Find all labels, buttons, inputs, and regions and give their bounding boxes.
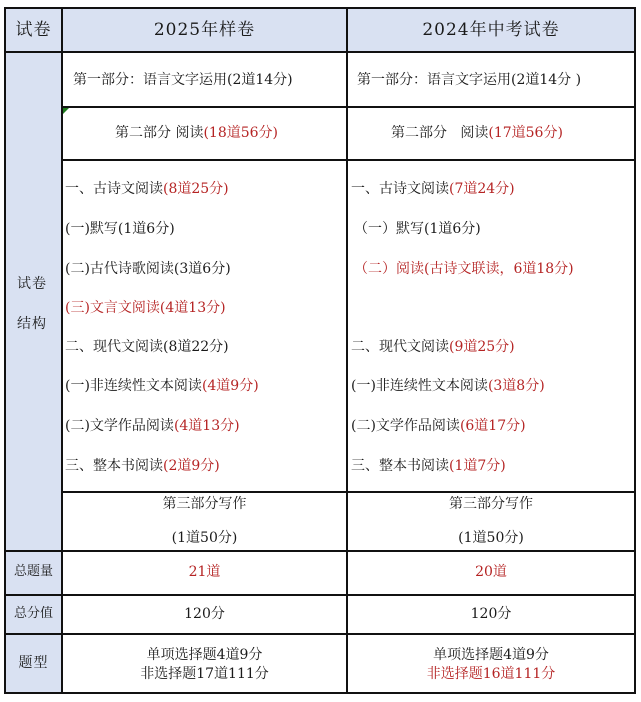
question-types-2024-line2: 非选择题16道111分 xyxy=(426,666,556,682)
reading-2025-item-5 xyxy=(65,377,259,395)
reading-2024-item-1 xyxy=(354,220,481,238)
question-types-2024-cell xyxy=(348,635,634,692)
reading-2025-item-3 xyxy=(65,299,226,317)
item-text: (一)默写(1道6分) xyxy=(65,221,175,237)
question-types-label: 题型 xyxy=(18,655,49,671)
reading-2025-item-0 xyxy=(65,180,229,198)
divider-part1 xyxy=(61,106,636,108)
item-count: (7道24分) xyxy=(449,181,515,197)
total-questions-label: 总题量 xyxy=(13,564,53,579)
item-text: 二、现代文阅读 xyxy=(351,339,449,355)
part3-2025-title: 第三部分写作 xyxy=(162,496,247,512)
cell-indicator-triangle xyxy=(63,108,69,114)
part3-2024-score: (1道50分) xyxy=(458,530,524,546)
item-count: (1道7分) xyxy=(449,458,506,474)
reading-2024-item-2 xyxy=(354,260,574,278)
item-text: (二)文学作品阅读 xyxy=(65,418,174,434)
total-score-2024-cell xyxy=(348,596,634,633)
part1-2025: 第一部分：语言文字运用(2道14分) xyxy=(73,72,293,88)
reading-2024-item-6 xyxy=(351,417,526,435)
part2-2024-title: 第二部分 阅读 xyxy=(391,125,489,141)
reading-2024-item-7 xyxy=(351,457,506,475)
divider-part2 xyxy=(61,159,636,161)
part2-2025 xyxy=(115,124,278,142)
total-score-label: 总分值 xyxy=(13,606,53,621)
item-text: (二)古代诗歌阅读(3道6分) xyxy=(65,261,231,277)
header-2024-label: 2024年中考试卷 xyxy=(422,20,560,40)
item-count: (三)文言文阅读(4道13分) xyxy=(65,300,226,316)
header-cell-exam xyxy=(6,9,61,52)
item-text: (一)非连续性文本阅读 xyxy=(65,378,202,394)
total-questions-2024: 20道 xyxy=(475,564,507,580)
part3-2024-title: 第三部分写作 xyxy=(449,496,533,512)
total-questions-2025-cell xyxy=(63,552,346,594)
part3-2024-cell xyxy=(348,493,634,550)
question-types-label-cell xyxy=(6,635,61,692)
reading-2025-item-7 xyxy=(65,457,220,475)
reading-2025-item-2 xyxy=(65,260,231,278)
header-2025-label: 2025年样卷 xyxy=(153,20,256,40)
question-types-2025-line1: 单项选择题4道9分 xyxy=(146,647,263,663)
item-text: 一、古诗文阅读 xyxy=(65,181,163,197)
item-count: (6道17分) xyxy=(459,418,526,434)
question-types-2024-line1: 单项选择题4道9分 xyxy=(433,647,549,663)
question-types-2025-line2: 非选择题17道111分 xyxy=(140,666,269,682)
reading-2025-item-6 xyxy=(65,417,240,435)
item-count: （二）阅读(古诗文联读，6道18分) xyxy=(354,261,574,277)
header-cell-2024 xyxy=(348,9,634,52)
reading-2025-item-4 xyxy=(65,338,229,356)
total-score-2025: 120分 xyxy=(184,606,225,622)
question-types-2025-cell xyxy=(63,635,346,692)
item-count: (8道25分) xyxy=(163,181,229,197)
total-questions-2025: 21道 xyxy=(188,564,221,580)
item-text: 二、现代文阅读(8道22分) xyxy=(65,339,229,355)
item-text: (一)非连续性文本阅读 xyxy=(351,378,488,394)
part1-2024: 第一部分：语言文字运用(2道14分 ) xyxy=(357,72,582,88)
reading-2024-item-4 xyxy=(351,338,515,356)
item-count: (2道9分) xyxy=(163,458,220,474)
item-count: (4道13分) xyxy=(173,418,240,434)
item-count: (9道25分) xyxy=(449,339,515,355)
total-score-2024: 120分 xyxy=(470,606,512,622)
part2-2025-title: 第二部分 阅读 xyxy=(115,125,204,141)
item-text: 三、整本书阅读 xyxy=(351,458,449,474)
header-exam-label: 试卷 xyxy=(15,20,52,40)
reading-2024-item-5 xyxy=(351,377,545,395)
part2-2024 xyxy=(391,124,563,142)
part2-2024-count: (17道56分) xyxy=(488,125,563,141)
reading-2025-item-1 xyxy=(65,220,175,238)
item-text: 三、整本书阅读 xyxy=(65,458,163,474)
row-label-structure-1: 试卷 xyxy=(17,276,47,292)
row-label-structure-2: 结构 xyxy=(17,316,47,332)
item-text: (二)文学作品阅读 xyxy=(351,418,460,434)
total-score-label-cell xyxy=(6,596,61,633)
item-text: （一）默写(1道6分) xyxy=(354,221,481,237)
item-text: 一、古诗文阅读 xyxy=(351,181,449,197)
part3-2025-score: (1道50分) xyxy=(171,530,238,546)
total-score-2025-cell xyxy=(63,596,346,633)
total-questions-2024-cell xyxy=(348,552,634,594)
item-count: (3道8分) xyxy=(487,378,545,394)
header-cell-2025 xyxy=(63,9,346,52)
total-questions-label-cell xyxy=(6,552,61,594)
part2-2025-count: (18道56分) xyxy=(203,125,279,141)
part3-2025-cell xyxy=(63,493,346,550)
item-count: (4道9分) xyxy=(201,378,259,394)
reading-2024-item-0 xyxy=(351,180,515,198)
